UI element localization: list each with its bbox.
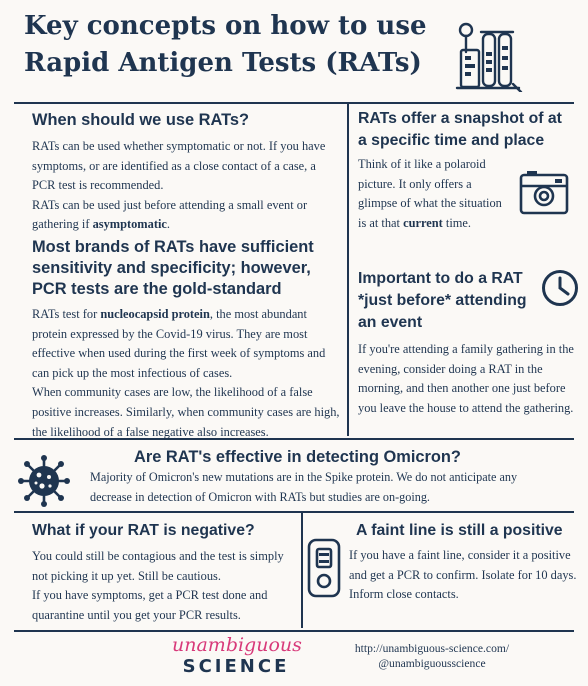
logo-top: unambiguous (172, 634, 302, 656)
negative-heading: What if your RAT is negative? (32, 522, 255, 539)
lower-divider (14, 511, 574, 513)
column-divider-upper (347, 102, 349, 436)
before-paragraph: If you're attending a family gathering in the evening, consider doing a RAT in the morning, and then another one just before you leave the house to attend the gathering. (358, 342, 574, 415)
footer-divider (14, 630, 574, 632)
brands-heading: Most brands of RATs have sufficient sensitivity and specificity; however, PCR tests are the gold-standard (32, 238, 314, 298)
when-text: RATs can be used just before attending a small event or gathering if (32, 197, 308, 232)
omicron-paragraph: Majority of Omicron's new mutations are in the Spike protein. We do not anticipate any decrease in detection of Omicron with RATs but studies are on-going. (90, 470, 518, 504)
faint-paragraph: If you have a faint line, consider it a positive and get a PCR to confirm. Isolate for 10 days. Inform close contacts. (349, 548, 577, 602)
when-paragraph-1: RATs can be used whether symptomatic or not. If you have symptoms, or are identified as a close contact of a case, a PCR test is recommended. (32, 139, 326, 193)
when-emphasis: asymptomatic (92, 217, 167, 232)
test-tubes-icon (453, 22, 525, 92)
title-line-1: Key concepts on how to use (24, 11, 427, 41)
when-paragraph-2 (32, 196, 338, 235)
brands-section (32, 237, 342, 442)
when-text-end: . (166, 217, 171, 232)
rat-device-icon (306, 537, 342, 599)
logo (172, 634, 300, 678)
snapshot-heading: RATs offer a snapshot of at a specific time and place (358, 110, 562, 149)
logo-bottom: SCIENCE (182, 656, 290, 677)
brands-text: RATs test for (32, 307, 101, 321)
title-line-2: Rapid Antigen Tests (RATs) (24, 48, 422, 78)
social-handle: @unambiguousscience (378, 657, 486, 670)
website-url[interactable]: http://unambiguous-science.com/ (354, 642, 510, 655)
when-heading: When should we use RATs? (32, 111, 250, 129)
negative-paragraph-1: You could still be contagious and the test is simply not picking it up yet. Still be cautious. (32, 549, 284, 583)
faint-heading: A faint line is still a positive (356, 522, 563, 539)
snapshot-paragraph (358, 155, 508, 233)
before-heading: Important to do a RAT *just before* attending an event (358, 270, 527, 331)
page-title (24, 8, 454, 82)
when-section (32, 108, 338, 235)
column-divider-lower (301, 513, 303, 628)
negative-section (32, 520, 294, 625)
camera-icon (519, 169, 569, 215)
negative-paragraph-2: If you have symptoms, get a PCR test done and quarantine until you get your PCR results. (32, 588, 268, 622)
brands-emphasis: nucleocapsid protein (100, 307, 210, 321)
omicron-heading: Are RAT's effective in detecting Omicron? (134, 448, 461, 466)
virus-icon (18, 455, 70, 507)
footer-links (312, 641, 552, 671)
brands-text-rest: , the most abundant protein expressed by the Covid-19 virus. They are most effective when used during the first week of symptoms and can pick up the most infectious of cases. (32, 307, 326, 380)
brands-paragraph-1 (32, 305, 342, 383)
snapshot-text-end: time. (442, 215, 471, 230)
snapshot-emphasis: current (403, 215, 443, 230)
brands-paragraph-2: When community cases are low, the likelihood of a false positive increases. Similarly, when community cases are high, the likelihood of a false negative also increases. (32, 385, 340, 439)
top-divider (14, 102, 574, 104)
snapshot-text: Think of it like a polaroid picture. It only offers a glimpse of what the situation is at that (358, 157, 502, 230)
clock-icon (541, 269, 579, 307)
